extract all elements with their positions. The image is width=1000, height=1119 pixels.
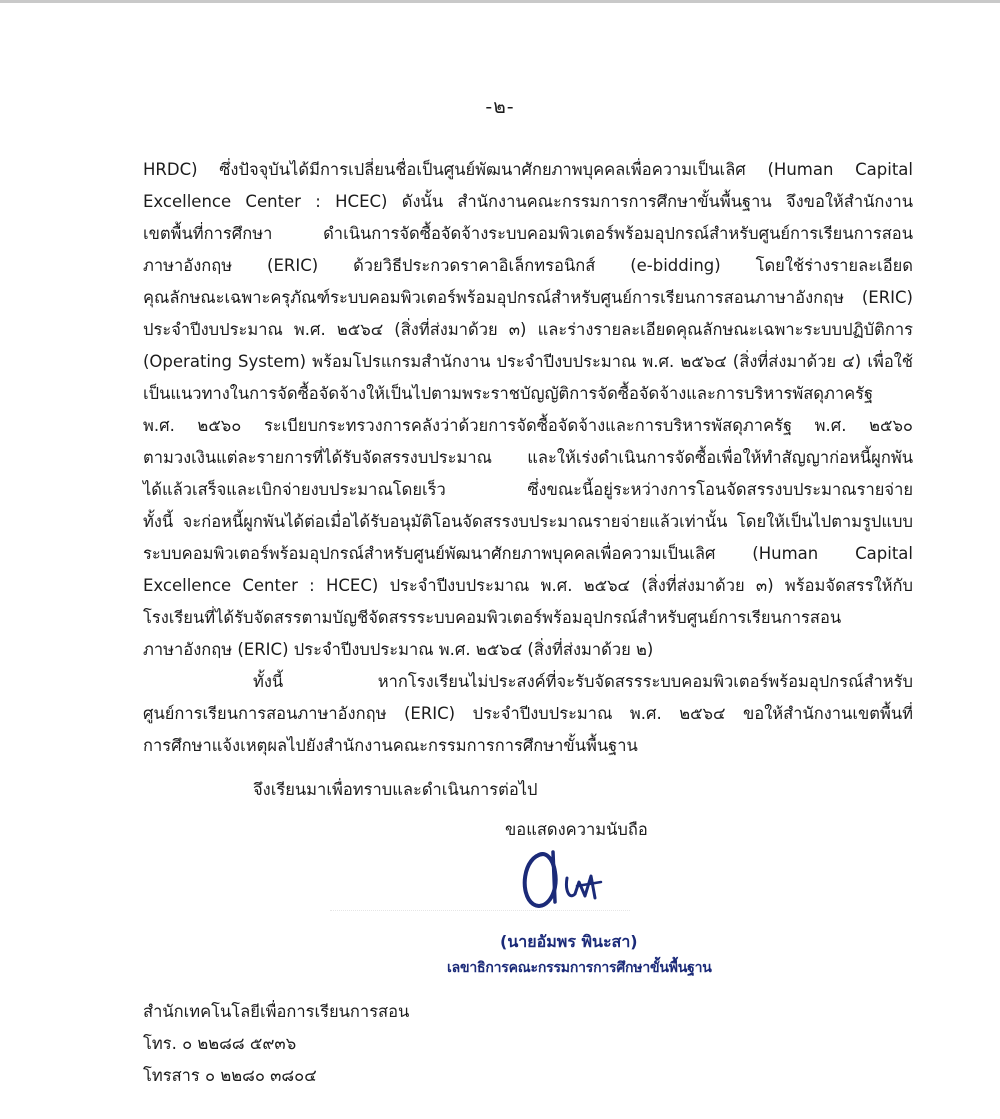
page-number: -๒- <box>485 96 515 118</box>
body-line: ศูนย์การเรียนการสอนภาษาอังกฤษ (ERIC) ประจำปีงบประมาณ พ.ศ. ๒๕๖๔ ขอให้สำนักงานเขตพื้นที่ <box>143 704 913 723</box>
body-line-indented: ทั้งนี้ หากโรงเรียนไม่ประสงค์ที่จะรับจัดสรรระบบคอมพิวเตอร์พร้อมอุปกรณ์สำหรับ <box>253 672 913 691</box>
footer-phone: โทร. ๐ ๒๒๘๘ ๕๙๓๖ <box>143 1034 297 1053</box>
body-line: การศึกษาแจ้งเหตุผลไปยังสำนักงานคณะกรรมการการศึกษาขั้นพื้นฐาน <box>143 736 638 755</box>
body-line: (Operating System) พร้อมโปรแกรมสำนักงาน ประจำปีงบประมาณ พ.ศ. ๒๕๖๔ (สิ่งที่ส่งมาด้วย ๔) เพื่อใช้ <box>143 352 913 371</box>
body-line: ภาษาอังกฤษ (ERIC) ด้วยวิธีประกวดราคาอิเล็กทรอนิกส์ (e-bidding) โดยใช้ร่างรายละเอียด <box>143 256 913 275</box>
body-line: ประจำปีงบประมาณ พ.ศ. ๒๕๖๔ (สิ่งที่ส่งมาด้วย ๓) และร่างรายละเอียดคุณลักษณะเฉพาะระบบปฏิบัติการ <box>143 320 913 339</box>
body-line: ระบบคอมพิวเตอร์พร้อมอุปกรณ์สำหรับศูนย์พัฒนาศักยภาพบุคคลเพื่อความเป็นเลิศ (Human Capital <box>143 544 913 563</box>
footer-office: สำนักเทคโนโลยีเพื่อการเรียนการสอน <box>143 1002 410 1021</box>
faint-stamp-trace <box>330 910 630 929</box>
body-line: คุณลักษณะเฉพาะครุภัณฑ์ระบบคอมพิวเตอร์พร้อมอุปกรณ์สำหรับศูนย์การเรียนการสอนภาษาอังกฤษ (ERIC) <box>143 288 913 307</box>
body-line: Excellence Center : HCEC) ประจำปีงบประมาณ พ.ศ. ๒๕๖๔ (สิ่งที่ส่งมาด้วย ๓) พร้อมจัดสรรให้กับ <box>143 576 913 595</box>
body-line: ได้แล้วเสร็จและเบิกจ่ายงบประมาณโดยเร็ว ซึ่งขณะนี้อยู่ระหว่างการโอนจัดสรรงบประมาณรายจ่าย <box>143 480 913 499</box>
body-line: เป็นแนวทางในการจัดซื้อจัดจ้างให้เป็นไปตามพระราชบัญญัติการจัดซื้อจัดจ้างและการบริหารพัสดุภาครัฐ <box>143 384 874 403</box>
scan-edge <box>0 0 1000 3</box>
closing-salutation: ขอแสดงความนับถือ <box>505 820 648 839</box>
body-line: ตามวงเงินแต่ละรายการที่ได้รับจัดสรรงบประมาณ และให้เร่งดำเนินการจัดซื้อเพื่อให้ทำสัญญาก่อหนี้ผูกพัน <box>143 448 913 467</box>
body-line: ภาษาอังกฤษ (ERIC) ประจำปีงบประมาณ พ.ศ. ๒๕๖๔ (สิ่งที่ส่งมาด้วย ๒) <box>143 640 654 659</box>
signer-title: เลขาธิการคณะกรรมการการศึกษาขั้นพื้นฐาน <box>447 960 712 976</box>
footer-contact <box>143 996 409 1092</box>
body-line: เขตพื้นที่การศึกษา ดำเนินการจัดซื้อจัดจ้างระบบคอมพิวเตอร์พร้อมอุปกรณ์สำหรับศูนย์การเรียนการสอน <box>143 224 913 243</box>
body-line: โรงเรียนที่ได้รับจัดสรรตามบัญชีจัดสรรระบบคอมพิวเตอร์พร้อมอุปกรณ์สำหรับศูนย์การเรียนการสอน <box>143 608 842 627</box>
closing-request-line: จึงเรียนมาเพื่อทราบและดำเนินการต่อไป <box>253 780 538 799</box>
body-line: HRDC) ซึ่งปัจจุบันได้มีการเปลี่ยนชื่อเป็นศูนย์พัฒนาศักยภาพบุคคลเพื่อความเป็นเลิศ (Human Capital <box>143 160 913 179</box>
body-line: พ.ศ. ๒๕๖๐ ระเบียบกระทรวงการคลังว่าด้วยการจัดซื้อจัดจ้างและการบริหารพัสดุภาครัฐ พ.ศ. ๒๕๖๐ <box>143 416 913 435</box>
signer-name: (นายอัมพร พินะสา) <box>500 932 638 951</box>
body-line: Excellence Center : HCEC) ดังนั้น สำนักงานคณะกรรมการการศึกษาขั้นพื้นฐาน จึงขอให้สำนักงาน <box>143 192 913 211</box>
footer-fax: โทรสาร ๐ ๒๒๘๐ ๓๘๐๔ <box>143 1066 317 1085</box>
body-line: ทั้งนี้ จะก่อหนี้ผูกพันได้ต่อเมื่อได้รับอนุมัติโอนจัดสรรงบประมาณรายจ่ายแล้วเท่านั้น โดยให้เป็นไปตามรูปแบบ <box>143 512 913 531</box>
